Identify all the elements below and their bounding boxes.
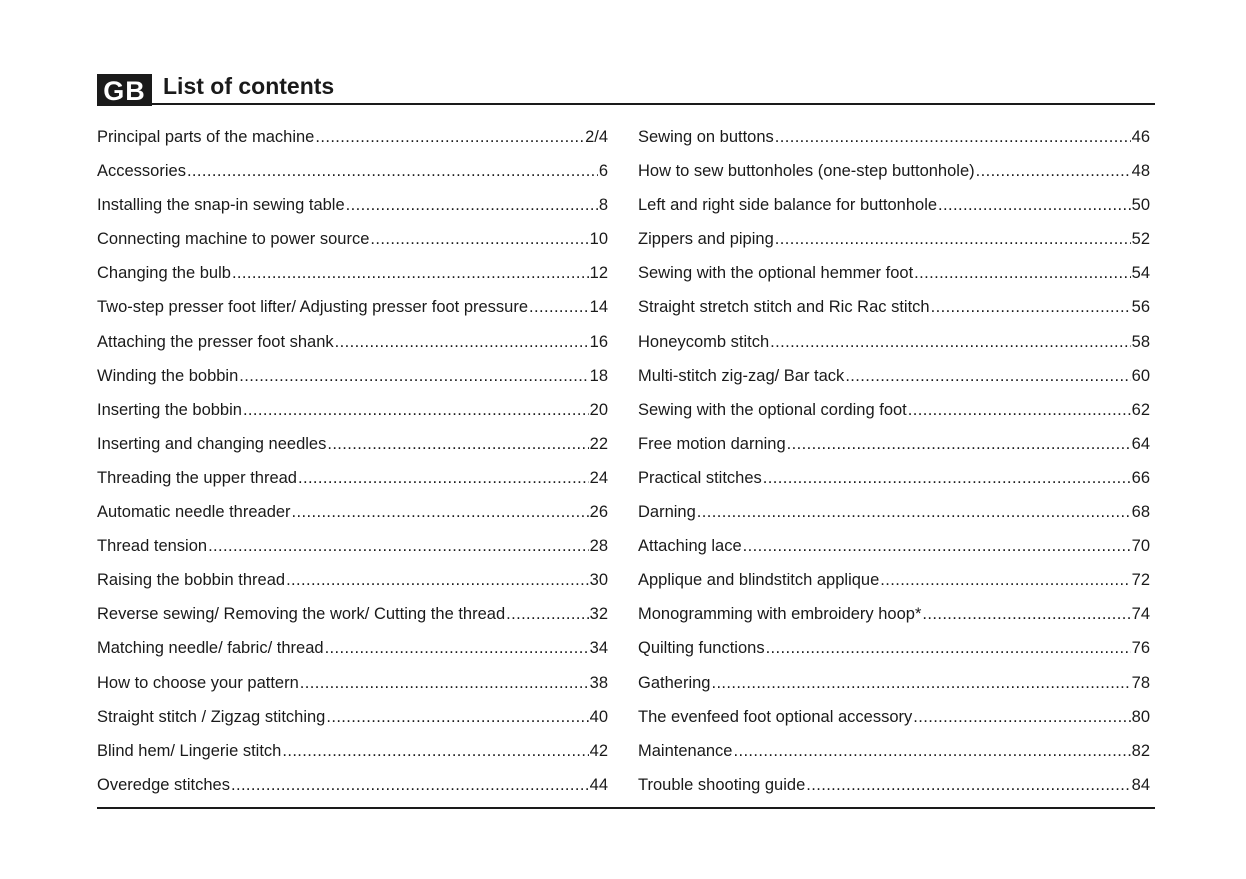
toc-entry[interactable]	[638, 188, 1150, 222]
toc-entry[interactable]	[638, 359, 1150, 393]
toc-entry-title: Reverse sewing/ Removing the work/ Cutting the thread	[97, 605, 506, 624]
toc-entry-title: Attaching the presser foot shank	[97, 332, 334, 351]
toc-entry-title: Darning	[638, 503, 696, 522]
toc-entry-page-number: 74	[1131, 605, 1150, 624]
toc-entry-page-number: 62	[1131, 400, 1150, 419]
toc-entry-page-number: 70	[1131, 537, 1150, 556]
toc-entry-page-number: 76	[1131, 639, 1150, 658]
dot-leader	[327, 427, 588, 461]
toc-entry[interactable]	[97, 631, 608, 665]
toc-entry[interactable]	[638, 529, 1150, 563]
dot-leader	[243, 393, 589, 427]
toc-entry[interactable]	[638, 427, 1150, 461]
dot-leader	[775, 222, 1131, 256]
toc-entry[interactable]	[97, 256, 608, 290]
toc-entry-page-number: 50	[1131, 196, 1150, 215]
toc-entry-title: Straight stitch / Zigzag stitching	[97, 707, 326, 726]
toc-entry-page-number: 60	[1131, 366, 1150, 385]
dot-leader	[231, 768, 589, 802]
toc-entry[interactable]	[97, 700, 608, 734]
toc-entry-title: Accessories	[97, 162, 186, 181]
toc-entry-title: Free motion darning	[638, 434, 786, 453]
toc-entry-page-number: 78	[1131, 673, 1150, 692]
toc-entry[interactable]	[97, 461, 608, 495]
dot-leader	[931, 290, 1131, 324]
page-header	[97, 72, 1155, 106]
toc-entry-title: Connecting machine to power source	[97, 230, 370, 249]
dot-leader	[298, 461, 589, 495]
toc-entry-page-number: 68	[1131, 503, 1150, 522]
toc-entry-title: Monogramming with embroidery hoop*	[638, 605, 922, 624]
dot-leader	[913, 700, 1130, 734]
dot-leader	[922, 597, 1130, 631]
dot-leader	[292, 495, 589, 529]
dot-leader	[806, 768, 1130, 802]
toc-entry-title: Two-step presser foot lifter/ Adjusting presser foot pressure	[97, 298, 529, 317]
toc-entry-title: The evenfeed foot optional accessory	[638, 707, 913, 726]
toc-entry-title: Changing the bulb	[97, 264, 231, 283]
footer-divider	[97, 807, 1155, 809]
toc-entry[interactable]	[638, 222, 1150, 256]
toc-entry[interactable]	[97, 188, 608, 222]
dot-leader	[506, 597, 589, 631]
toc-entry-title: Attaching lace	[638, 537, 742, 556]
dot-leader	[938, 188, 1131, 222]
toc-entry[interactable]	[638, 120, 1150, 154]
toc-entry-page-number: 18	[589, 366, 608, 385]
toc-entry[interactable]	[638, 666, 1150, 700]
toc-entry-page-number: 16	[589, 332, 608, 351]
toc-entry[interactable]	[638, 631, 1150, 665]
toc-entry-title: Principal parts of the machine	[97, 128, 315, 146]
toc-entry-title: How to sew buttonholes (one-step buttonhole)	[638, 162, 975, 181]
dot-leader	[239, 359, 588, 393]
toc-entry-page-number: 40	[589, 707, 608, 726]
toc-entry[interactable]	[97, 393, 608, 427]
dot-leader	[908, 393, 1131, 427]
dot-leader	[286, 563, 589, 597]
toc-entry[interactable]	[97, 222, 608, 256]
toc-entry-page-number: 64	[1131, 434, 1150, 453]
toc-entry-page-number: 28	[589, 537, 608, 556]
dot-leader	[770, 325, 1131, 359]
dot-leader	[976, 154, 1131, 188]
toc-entry-title: Blind hem/ Lingerie stitch	[97, 741, 282, 760]
toc-entry-page-number: 82	[1131, 741, 1150, 760]
dot-leader	[775, 120, 1131, 154]
toc-entry[interactable]	[638, 563, 1150, 597]
dot-leader	[845, 359, 1130, 393]
toc-entry-title: Applique and blindstitch applique	[638, 571, 880, 590]
dot-leader	[787, 427, 1131, 461]
toc-entry-page-number: 32	[589, 605, 608, 624]
toc-entry-title: Sewing with the optional cording foot	[638, 400, 907, 419]
dot-leader	[697, 495, 1131, 529]
toc-entry-page-number: 8	[598, 196, 608, 215]
toc-entry-page-number: 52	[1131, 230, 1150, 249]
dot-leader	[370, 222, 588, 256]
dot-leader	[733, 734, 1130, 768]
toc-entry-page-number: 58	[1131, 332, 1150, 351]
toc-entry-title: Matching needle/ fabric/ thread	[97, 639, 324, 658]
toc-entry-title: Multi-stitch zig-zag/ Bar tack	[638, 366, 845, 385]
toc-entry-title: Practical stitches	[638, 468, 762, 487]
toc-entry-page-number: 46	[1131, 128, 1150, 146]
toc-entry-title: Straight stretch stitch and Ric Rac stitch	[638, 298, 930, 317]
toc-entry-page-number: 54	[1131, 264, 1150, 283]
dot-leader	[187, 154, 598, 188]
dot-leader	[743, 529, 1131, 563]
toc-entry-page-number: 56	[1131, 298, 1150, 317]
toc-entry-title: Honeycomb stitch	[638, 332, 770, 351]
toc-entry-page-number: 14	[589, 298, 608, 317]
toc-entry[interactable]	[638, 256, 1150, 290]
toc-entry-page-number: 6	[598, 162, 608, 181]
toc-entry[interactable]	[97, 154, 608, 188]
toc-entry-page-number: 22	[589, 434, 608, 453]
toc-entry-page-number: 44	[589, 775, 608, 794]
toc-entry[interactable]	[97, 666, 608, 700]
toc-entry-page-number: 84	[1131, 775, 1150, 794]
toc-entry[interactable]	[638, 154, 1150, 188]
toc-entry-page-number: 80	[1131, 707, 1150, 726]
toc-entry[interactable]	[97, 529, 608, 563]
dot-leader	[346, 188, 598, 222]
toc-entry[interactable]	[97, 120, 608, 154]
toc-entry[interactable]	[97, 325, 608, 359]
dot-leader	[711, 666, 1130, 700]
toc-entry-page-number: 48	[1131, 162, 1150, 181]
toc-entry[interactable]	[97, 563, 608, 597]
toc-entry[interactable]	[638, 734, 1150, 768]
toc-entry-page-number: 10	[589, 230, 608, 249]
toc-entry[interactable]	[638, 325, 1150, 359]
toc-entry-title: Left and right side balance for buttonhole	[638, 196, 938, 215]
toc-entry-page-number: 12	[589, 264, 608, 283]
toc-entry[interactable]	[638, 461, 1150, 495]
dot-leader	[300, 666, 589, 700]
dot-leader	[208, 529, 589, 563]
toc-entry-page-number: 20	[589, 400, 608, 419]
toc-entry[interactable]	[97, 290, 608, 324]
dot-leader	[326, 700, 588, 734]
toc-entry-title: Raising the bobbin thread	[97, 571, 286, 590]
toc-entry[interactable]	[638, 597, 1150, 631]
toc-entry[interactable]	[638, 393, 1150, 427]
toc-entry-title: Threading the upper thread	[97, 468, 297, 487]
toc-entry-page-number: 24	[589, 468, 608, 487]
toc-entry[interactable]	[97, 734, 608, 768]
dot-leader	[529, 290, 589, 324]
dot-leader	[880, 563, 1130, 597]
toc-left-column	[97, 120, 608, 802]
toc-entry-title: Gathering	[638, 673, 711, 692]
toc-entry-title: How to choose your pattern	[97, 673, 299, 692]
toc-entry[interactable]	[638, 495, 1150, 529]
toc-entry-title: Automatic needle threader	[97, 503, 291, 522]
toc-entry-title: Zippers and piping	[638, 230, 774, 249]
toc-entry[interactable]	[638, 700, 1150, 734]
toc-entry[interactable]	[638, 768, 1150, 802]
toc-entry-title: Sewing on buttons	[638, 128, 774, 146]
toc-right-column	[638, 120, 1150, 802]
toc-entry-page-number: 34	[589, 639, 608, 658]
language-badge: GB	[97, 74, 152, 106]
toc-entry-title: Inserting and changing needles	[97, 434, 327, 453]
toc-entry[interactable]	[97, 427, 608, 461]
dot-leader	[232, 256, 589, 290]
toc-entry[interactable]	[97, 768, 608, 802]
toc-entry-title: Sewing with the optional hemmer foot	[638, 264, 914, 283]
toc-entry-page-number: 2/4	[585, 128, 608, 146]
toc-entry-title: Inserting the bobbin	[97, 400, 242, 419]
toc-entry-title: Winding the bobbin	[97, 366, 239, 385]
toc-entry[interactable]	[97, 495, 608, 529]
toc-entry[interactable]	[97, 597, 608, 631]
toc-entry-page-number: 66	[1131, 468, 1150, 487]
dot-leader	[914, 256, 1130, 290]
header-divider	[152, 103, 1155, 105]
dot-leader	[325, 631, 589, 665]
toc-entry-title: Overedge stitches	[97, 775, 230, 794]
toc-entry-page-number: 30	[589, 571, 608, 590]
toc-entry-page-number: 26	[589, 503, 608, 522]
dot-leader	[335, 325, 589, 359]
dot-leader	[315, 120, 584, 154]
toc-entry-title: Installing the snap-in sewing table	[97, 196, 345, 215]
page-title: List of contents	[163, 73, 335, 99]
toc-entry[interactable]	[97, 359, 608, 393]
dot-leader	[766, 631, 1131, 665]
toc-entry-title: Maintenance	[638, 741, 733, 760]
toc-entry-page-number: 38	[589, 673, 608, 692]
toc-entry-title: Quilting functions	[638, 639, 765, 658]
toc-entry-title: Thread tension	[97, 537, 208, 556]
toc-entry[interactable]	[638, 290, 1150, 324]
toc-entry-title: Trouble shooting guide	[638, 775, 806, 794]
dot-leader	[763, 461, 1131, 495]
toc-entry-page-number: 72	[1131, 571, 1150, 590]
toc-entry-page-number: 42	[589, 741, 608, 760]
dot-leader	[282, 734, 588, 768]
